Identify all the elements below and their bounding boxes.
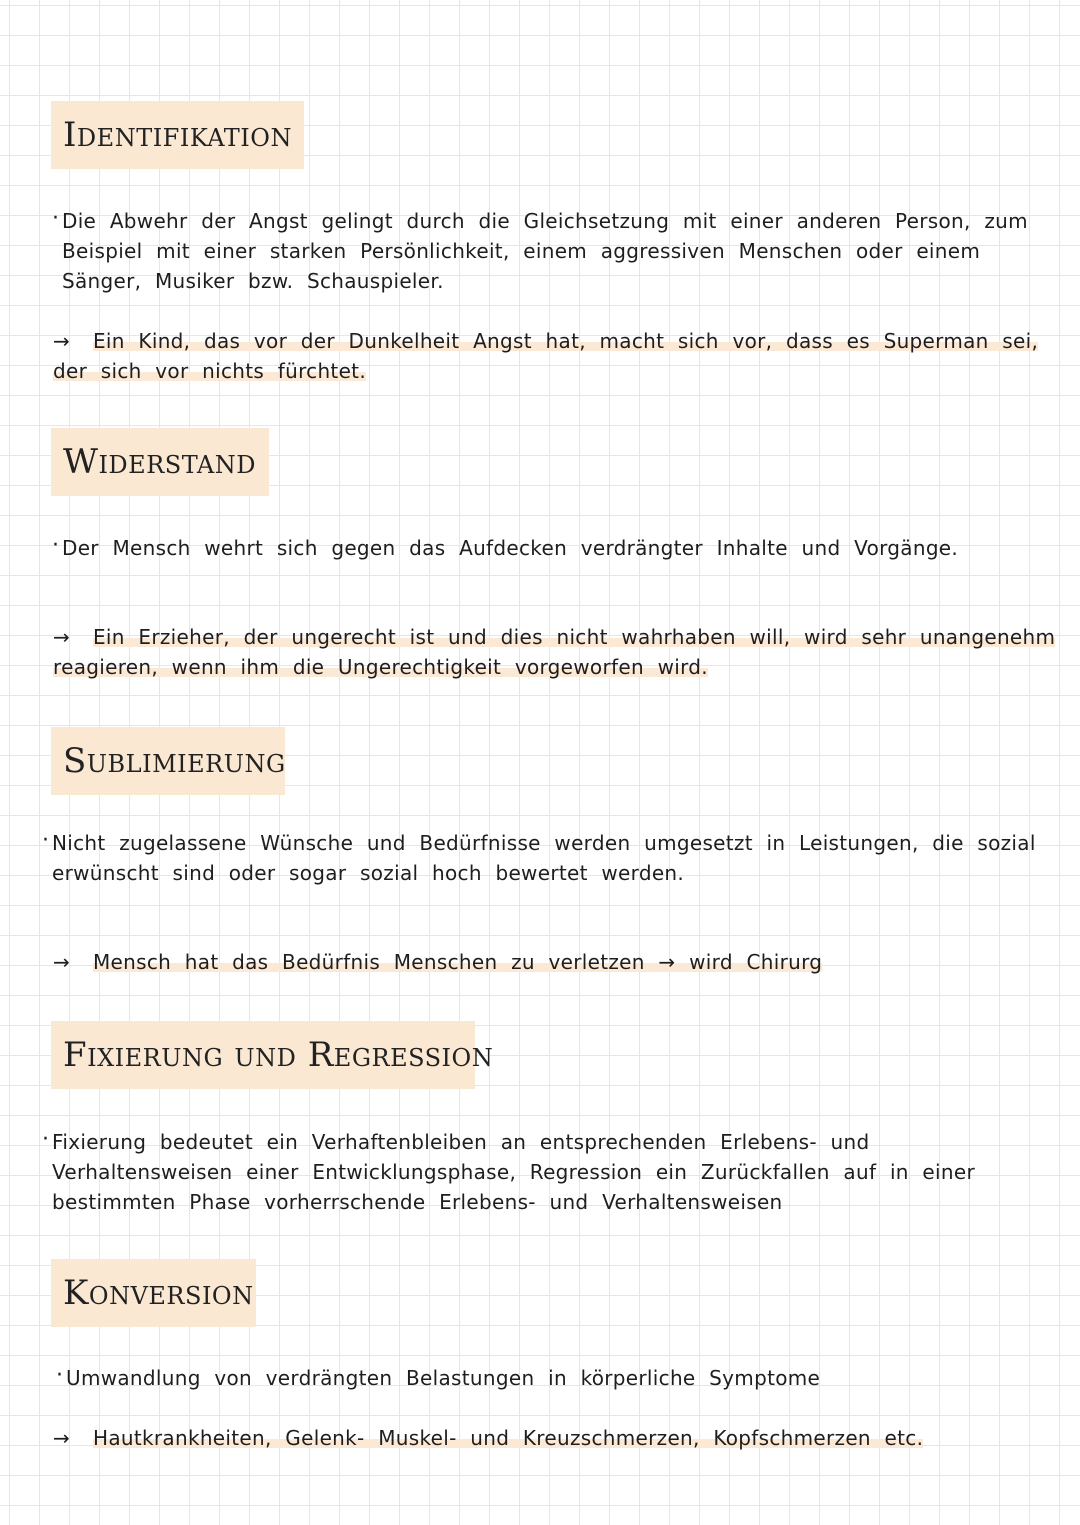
arrow-icon: → [53,950,71,974]
heading-konversion: Konversion [51,1259,256,1327]
heading-widerstand: Widerstand [51,428,269,496]
paragraph-konversion: · Umwandlung von verdrängten Belastungen in körperliche Symptome [66,1363,1051,1393]
paragraph-identifikation: · Die Abwehr der Angst gelingt durch die Gleichsetzung mit einer anderen Person, zum Beispiel mit einer starken Persönlichkeit, einem aggressiven Menschen oder einem Sänger, Musiker bzw. Schauspieler. [62,206,1047,296]
example-text-konversion: Hautkrankheiten, Gelenk- Muskel- und Kreuzschmerzen, Kopfschmerzen etc. [93,1426,924,1450]
paragraph-sublimierung: · Nicht zugelassene Wünsche und Bedürfnisse werden umgesetzt in Leistungen, die sozial erwünscht sind oder sogar sozial hoch bewertet werden. [52,828,1052,888]
heading-sublimierung: Sublimierung [51,727,285,795]
heading-fixierung-und-regression: Fixierung und Regression [51,1021,475,1089]
example-text-widerstand: Ein Erzieher, der ungerecht ist und dies nicht wahrhaben will, wird sehr unangenehm reagieren, wenn ihm die Ungerechtigkeit vorgeworfen wird. [53,625,1056,679]
example-text-sublimierung: Mensch hat das Bedürfnis Menschen zu verletzen → wird Chirurg [93,950,823,974]
example-identifikation [53,326,1068,386]
example-konversion [53,1423,1068,1453]
example-text-identifikation: Ein Kind, das vor der Dunkelheit Angst hat, macht sich vor, dass es Superman sei, der sich vor nichts fürchtet. [53,329,1039,383]
example-sublimierung [53,947,1068,977]
arrow-icon: → [53,625,71,649]
paragraph-widerstand: · Der Mensch wehrt sich gegen das Aufdecken verdrängter Inhalte und Vorgänge. [62,533,1047,563]
arrow-icon: → [53,1426,71,1450]
arrow-icon: → [53,329,71,353]
example-widerstand [53,622,1068,682]
paragraph-fixierung-und-regression: · Fixierung bedeutet ein Verhaftenbleiben an entsprechenden Erlebens- und Verhaltensweisen einer Entwicklungsphase, Regression ein Zurückfallen auf in einer bestimmten Phase vorherrschende Erlebens- und Verhaltensweisen [52,1127,1052,1217]
heading-identifikation: Identifikation [51,101,304,169]
